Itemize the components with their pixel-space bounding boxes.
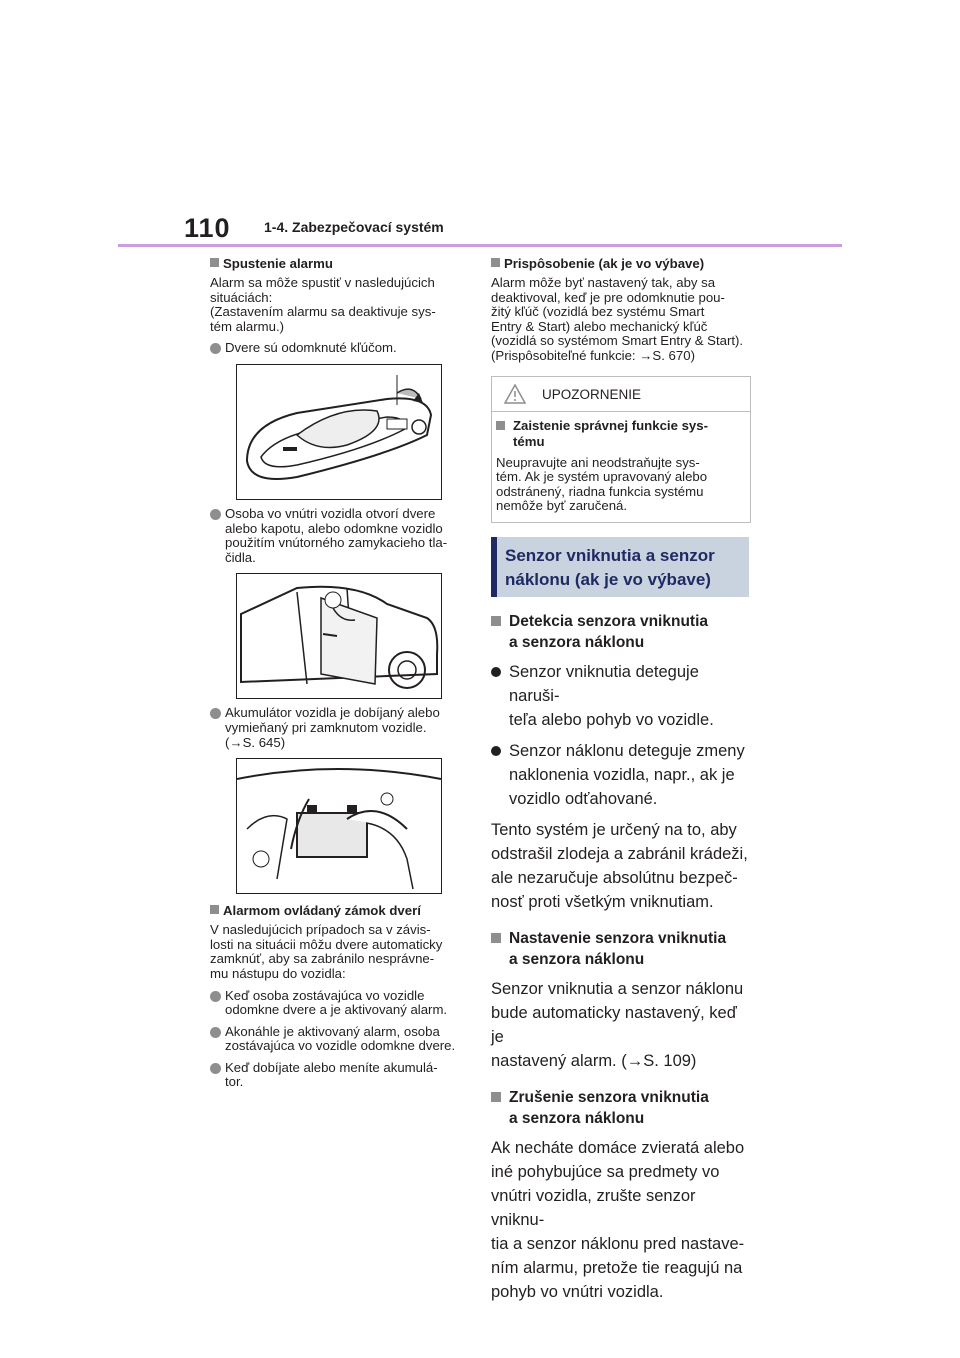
heading-text: Zaistenie správnej funkcie sys- tému: [513, 417, 708, 449]
heading-text: Detekcia senzora vniknutia a senzora náklonu: [509, 612, 708, 651]
heading-text: Alarmom ovládaný zámok dverí: [223, 903, 421, 919]
round-bullet-icon: [491, 746, 501, 756]
list-item: [210, 507, 468, 565]
square-bullet-icon: [210, 258, 219, 267]
list-item: [210, 341, 468, 356]
round-bullet-icon: [210, 343, 221, 354]
list-item-text: Senzor náklonu deteguje zmeny naklonenia vozidla, napr., ak je vozidlo odťahované.: [509, 741, 745, 808]
heading-text: Spustenie alarmu: [223, 256, 333, 271]
list-item: [491, 739, 753, 811]
illustration-person-opening-door: [236, 573, 442, 699]
list-item-text: Akumulátor vozidla je dobíjaný alebo vymieňaný pri zamknutom vozidle. (→S. 645): [225, 705, 440, 750]
square-bullet-icon: [210, 905, 219, 914]
section-box-title: Senzor vniknutia a senzor náklonu (ak je vo výbave): [505, 545, 715, 589]
list-item-text: Akonáhle je aktivovaný alarm, osoba zostávajúca vo vozidle odomkne dvere.: [225, 1023, 456, 1054]
heading-detection: [491, 611, 753, 653]
heading-alarm-door-lock: [210, 903, 468, 919]
square-bullet-icon: [491, 258, 500, 267]
warning-heading: [496, 418, 746, 450]
round-bullet-icon: [210, 708, 221, 719]
list-item-text: Keď osoba zostávajúca vo vozidle odomkne dvere a je aktivovaný alarm.: [225, 987, 448, 1018]
heading-cancel: [491, 1087, 753, 1129]
section-title: 1-4. Zabezpečovací systém: [264, 219, 444, 235]
heading-alarm-trigger: [210, 256, 468, 272]
page-number: 110: [184, 213, 231, 243]
paragraph: Ak necháte domáce zvieratá alebo iné pohybujúce sa predmety vo vnútri vozidla, zrušte senzor vniknu- tia a senzor náklonu pred nastave- ním alarmu, pretože tie reagujú na pohyb vo vnútri vozidla.: [491, 1138, 745, 1301]
header-rule: [118, 244, 842, 247]
square-bullet-icon: [491, 1092, 501, 1102]
list-item-text: Osoba vo vnútri vozidla otvorí dvere alebo kapotu, alebo odomkne vozidlo použitím vnútorného zamykacieho tla- čidla.: [225, 505, 448, 565]
warning-text: Neupravujte ani neodstraňujte sys- tém. Ak je systém upravovaný alebo odstránený, riadna funkcia systému nemôže byť zaručená.: [496, 454, 708, 514]
square-bullet-icon: [496, 421, 505, 430]
heading-text: Zrušenie senzora vniknutia a senzora náklonu: [509, 1088, 709, 1127]
paragraph: Alarm môže byť nastavený tak, aby sa deaktivoval, keď je pre odomknutie pou- žitý kľúč (vozidlá bez systému Smart Entry & Start) alebo mechanický kľúč (vozidlá so systémom Smart Entry & Start). (Prispôsobiteľné funkcie: →S. 670): [491, 275, 744, 363]
warning-body: [492, 412, 750, 522]
paragraph: Tento systém je určený na to, aby odstrašil zlodeja a zabránil krádeži, ale nezaručuje absolútnu bezpeč- nosť proti všetkým vniknutiam.: [491, 820, 748, 911]
round-bullet-icon: [491, 667, 501, 677]
heading-text: Prispôsobenie (ak je vo výbave): [504, 256, 705, 271]
list-item-text: Keď dobíjate alebo meníte akumulá- tor.: [225, 1059, 438, 1090]
heading-text: Nastavenie senzora vniknutia a senzora náklonu: [509, 929, 727, 968]
list-item-text: Dvere sú odomknuté kľúčom.: [225, 340, 397, 356]
heading-setting: [491, 928, 753, 970]
heading-customization: [491, 256, 753, 272]
warning-header: [492, 377, 750, 412]
list-item: [210, 1025, 468, 1054]
round-bullet-icon: [210, 509, 221, 520]
round-bullet-icon: [210, 1027, 221, 1038]
warning-label: UPOZORNENIE: [542, 386, 642, 402]
list-item: [210, 1061, 468, 1090]
round-bullet-icon: [210, 1063, 221, 1074]
paragraph: V nasledujúcich prípadoch sa v závis- losti na situácii môžu dvere automaticky zamknúť, aby sa zabránilo nesprávne- mu nástupu do vozidla:: [210, 922, 443, 981]
left-column: [210, 256, 468, 1090]
list-item: [491, 660, 753, 732]
round-bullet-icon: [210, 991, 221, 1002]
paragraph: Alarm sa môže spustiť v nasledujúcich situáciách: (Zastavením alarmu sa deaktivuje sys- tém alarmu.): [210, 275, 436, 334]
right-column: [491, 256, 753, 1304]
square-bullet-icon: [491, 933, 501, 943]
list-item: [210, 989, 468, 1018]
illustration-door-handle: [236, 364, 442, 500]
illustration-battery: [236, 758, 442, 894]
list-item-text: Senzor vniknutia deteguje naruši- teľa alebo pohyb vo vozidle.: [509, 662, 714, 729]
warning-triangle-icon: [504, 384, 526, 404]
square-bullet-icon: [491, 616, 501, 626]
warning-box: [491, 376, 751, 523]
list-item: [210, 706, 468, 750]
paragraph: Senzor vniknutia a senzor náklonu bude automaticky nastavený, keď je nastavený alarm. (→S. 109): [491, 979, 744, 1070]
section-box: [491, 537, 749, 597]
